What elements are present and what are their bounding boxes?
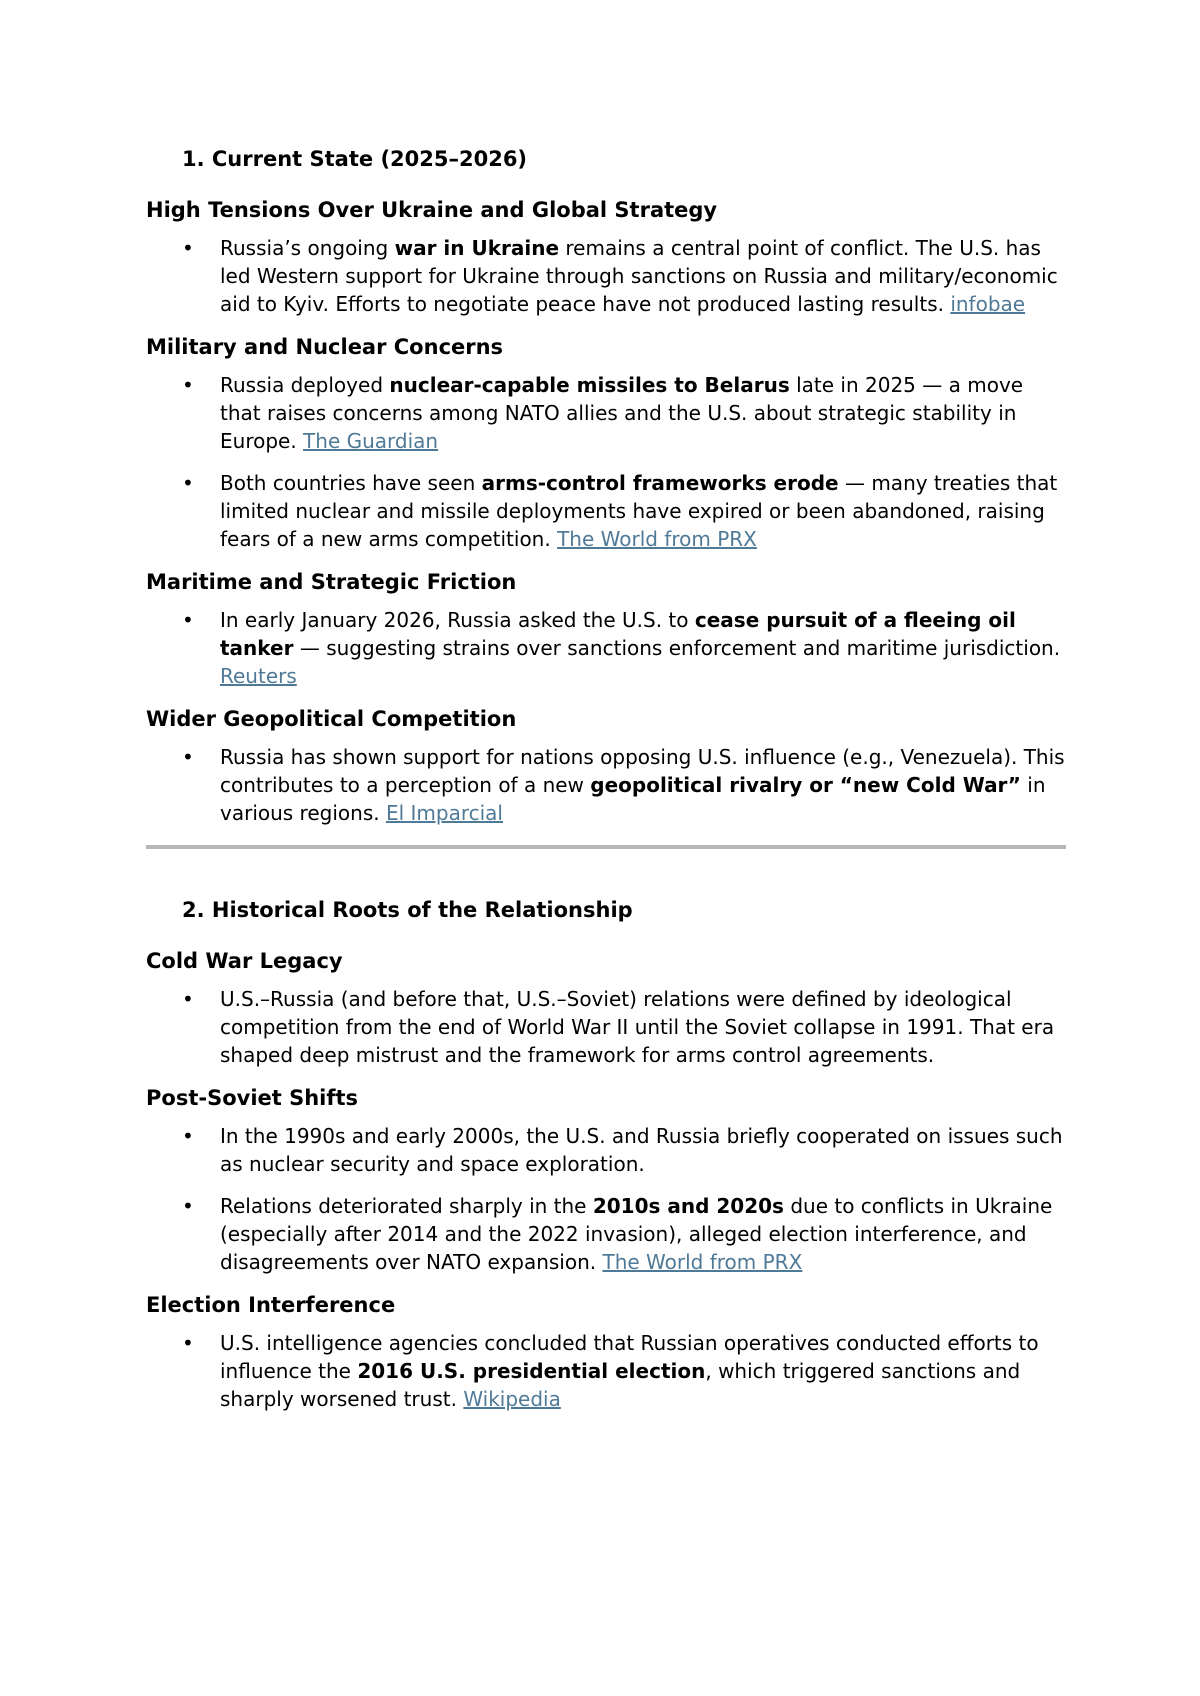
subheading: Cold War Legacy <box>146 949 343 973</box>
bullet-list <box>146 985 1066 1069</box>
list-item: • Russia’s ongoing war in Ukraine remains a central point of conflict. The U.S. has led Western support for Ukraine through sanctions on Russia and military/economic aid to Kyiv. Efforts to negotiate peace have not produced lasting results. infobae <box>182 236 1058 316</box>
list-item: • Russia has shown support for nations opposing U.S. influence (e.g., Venezuela). This contributes to a perception of a new geopolitical rivalry or “new Cold War” in various regions. El Imparcial <box>182 745 1065 825</box>
subheading: Post-Soviet Shifts <box>146 1086 359 1110</box>
section-heading: 1. Current State (2025–2026) <box>182 147 528 171</box>
list-item: • U.S.–Russia (and before that, U.S.–Soviet) relations were defined by ideological competition from the end of World War II until the Soviet collapse in 1991. That era shaped deep mistrust and the framework for arms control agreements. <box>182 987 1055 1067</box>
source-link[interactable]: The World from PRX <box>602 1250 803 1274</box>
source-link[interactable]: The World from PRX <box>557 527 757 551</box>
horizontal-divider <box>146 845 1066 849</box>
bullet-list <box>146 234 1066 318</box>
subheading: Maritime and Strategic Friction <box>146 570 517 594</box>
source-link[interactable]: El Imparcial <box>385 801 503 825</box>
list-item: • In early January 2026, Russia asked the U.S. to cease pursuit of a fleeing oil tanker — suggesting strains over sanctions enforcement and maritime jurisdiction. Reuters <box>182 608 1061 688</box>
list-item: • Russia deployed nuclear-capable missiles to Belarus late in 2025 — a move that raises concerns among NATO allies and the U.S. about strategic stability in Europe. The Guardian <box>182 373 1024 453</box>
section-heading: 2. Historical Roots of the Relationship <box>182 898 633 922</box>
bullet-icon: • <box>182 1331 194 1355</box>
bullet-icon: • <box>182 1124 194 1148</box>
source-link[interactable]: infobae <box>950 292 1026 316</box>
bullet-icon: • <box>182 471 194 495</box>
list-item: • Both countries have seen arms-control frameworks erode — many treaties that limited nuclear and missile deployments have expired or been abandoned, raising fears of a new arms competition. The World from PRX <box>182 471 1058 551</box>
bullet-list <box>146 1329 1066 1413</box>
bullet-list <box>146 1122 1066 1276</box>
bullet-list <box>146 606 1066 690</box>
subheading: Military and Nuclear Concerns <box>146 335 504 359</box>
source-link[interactable]: The Guardian <box>303 429 439 453</box>
list-item: • In the 1990s and early 2000s, the U.S. and Russia briefly cooperated on issues such as nuclear security and space exploration. <box>182 1124 1063 1176</box>
document-body <box>146 140 1066 1427</box>
bullet-icon: • <box>182 1194 194 1218</box>
bullet-list <box>146 743 1066 827</box>
bullet-list <box>146 371 1066 553</box>
subheading: High Tensions Over Ukraine and Global Strategy <box>146 198 718 222</box>
source-link[interactable]: Wikipedia <box>463 1387 561 1411</box>
subheading: Wider Geopolitical Competition <box>146 707 517 731</box>
source-link[interactable]: Reuters <box>220 664 297 688</box>
bullet-icon: • <box>182 236 194 260</box>
bullet-icon: • <box>182 745 194 769</box>
bullet-icon: • <box>182 987 194 1011</box>
list-item: • Relations deteriorated sharply in the 2010s and 2020s due to conflicts in Ukraine (especially after 2014 and the 2022 invasion), alleged election interference, and disagreements over NATO expansion. The World from PRX <box>182 1194 1053 1274</box>
list-item: • U.S. intelligence agencies concluded that Russian operatives conducted efforts to influence the 2016 U.S. presidential election, which triggered sanctions and sharply worsened trust. Wikipedia <box>182 1331 1039 1411</box>
subheading: Election Interference <box>146 1293 396 1317</box>
bullet-icon: • <box>182 373 194 397</box>
bullet-icon: • <box>182 608 194 632</box>
